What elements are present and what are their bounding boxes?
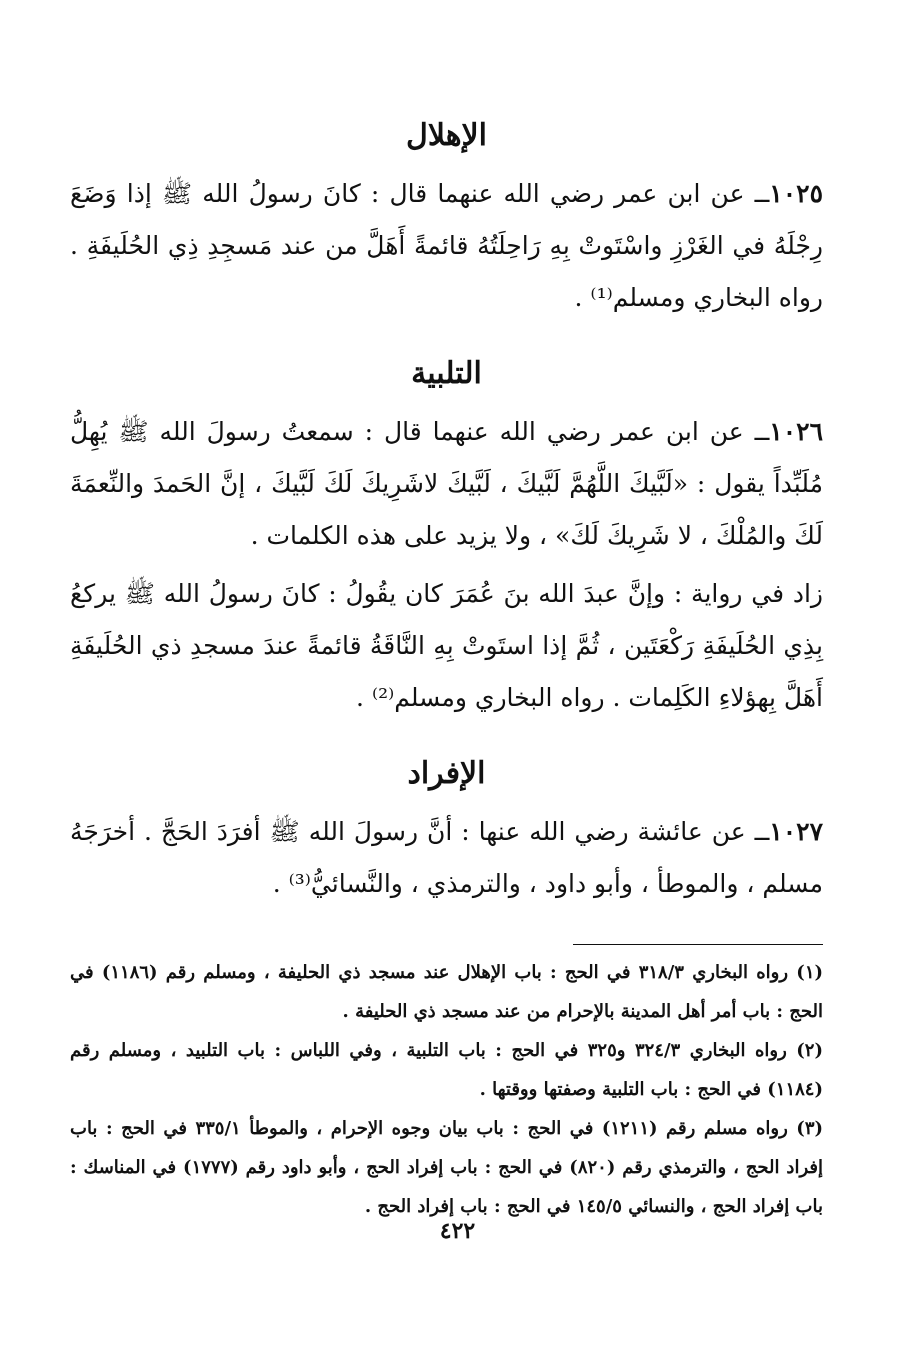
hadith-paragraph — [70, 406, 823, 562]
hadith-number: ١٠٢٧ — [769, 817, 823, 846]
section-heading: التلبية — [411, 356, 482, 391]
hadith-text: ــ عن ابن عمر رضي الله عنهما قال : كانَ رسولُ الله ﷺ إذا وَضَعَ رِجْلَهُ في الغَرْزِ واسْتَوتْ بِهِ رَاحِلَتُهُ قائمةً أَهَلَّ من عند مَسجِدِ ذِي الحُلَيفَةِ . رواه البخاري ومسلم⁽¹⁾ . — [70, 179, 823, 312]
section-heading: الإفراد — [407, 756, 486, 791]
hadith-paragraph — [70, 806, 823, 910]
hadith-text: ــ عن عائشة رضي الله عنها : أنَّ رسولَ الله ﷺ أفرَدَ الحَجَّ . أخرَجَهُ مسلم ، والموطأ ، وأبو داود ، والترمذي ، والنَّسائيُّ⁽³⁾ . — [70, 817, 823, 898]
footnote-3: (٣) رواه مسلم رقم (١٢١١) في الحج : باب بيان وجوه الإحرام ، والموطأ ٣٣٥/١ في الحج : باب إفراد الحج ، والترمذي رقم (٨٢٠) في الحج : باب إفراد الحج ، وأبو داود رقم (١٧٧٧) في المناسك : باب إفراد الحج ، والنسائي ١٤٥/٥ في الحج : باب إفراد الحج . — [70, 1118, 824, 1217]
hadith-paragraph — [70, 168, 823, 324]
footnote-2: (٢) رواه البخاري ٣٢٤/٣ و٣٢٥ في الحج : باب التلبية ، وفي اللباس : باب التلبيد ، ومسلم رقم (١١٨٤) في الحج : باب التلبية وصفتها ووقتها . — [70, 1040, 823, 1100]
hadith-text: زاد في رواية : وإنَّ عبدَ الله بنَ عُمَرَ كان يقُولُ : كانَ رسولُ الله ﷺ يركعُ بِذِي الحُلَيفَةِ رَكْعَتَين ، ثُمَّ إذا استَوتْ بِهِ النَّاقَةُ قائمةً عندَ مسجدِ ذي الحُلَيفَةِ أَهَلَّ بِهؤلاءِ الكَلِمات . رواه البخاري ومسلم⁽²⁾ . — [70, 579, 823, 712]
section-ihlal — [70, 112, 823, 324]
footnotes — [70, 953, 823, 1226]
section-talbiya — [70, 350, 823, 724]
page-number: ٤٢٢ — [439, 1218, 476, 1244]
hadith-number: ١٠٢٦ — [769, 417, 823, 446]
section-heading: الإهلال — [406, 118, 487, 153]
hadith-number: ١٠٢٥ — [769, 179, 823, 208]
footnote-divider — [573, 944, 823, 945]
section-ifrad — [70, 750, 823, 910]
hadith-text: ــ عن ابن عمر رضي الله عنهما قال : سمعتُ رسولَ الله ﷺ يُهِلُّ مُلَبِّداً يقول : «لَبَّيكَ اللَّهُمَّ لَبَّيكَ ، لَبَّيكَ لاشَرِيكَ لَكَ لَبَّيكَ ، إنَّ الحَمدَ والنِّعمَةَ لَكَ والمُلْكَ ، لا شَرِيكَ لَكَ» ، ولا يزيد على هذه الكلمات . — [70, 417, 823, 550]
hadith-additional-narration — [70, 568, 823, 724]
footnote-1: (١) رواه البخاري ٣١٨/٣ في الحج : باب الإهلال عند مسجد ذي الحليفة ، ومسلم رقم (١١٨٦) في الحج : باب أمر أهل المدينة بالإحرام من عند مسجد ذي الحليفة . — [70, 962, 824, 1022]
